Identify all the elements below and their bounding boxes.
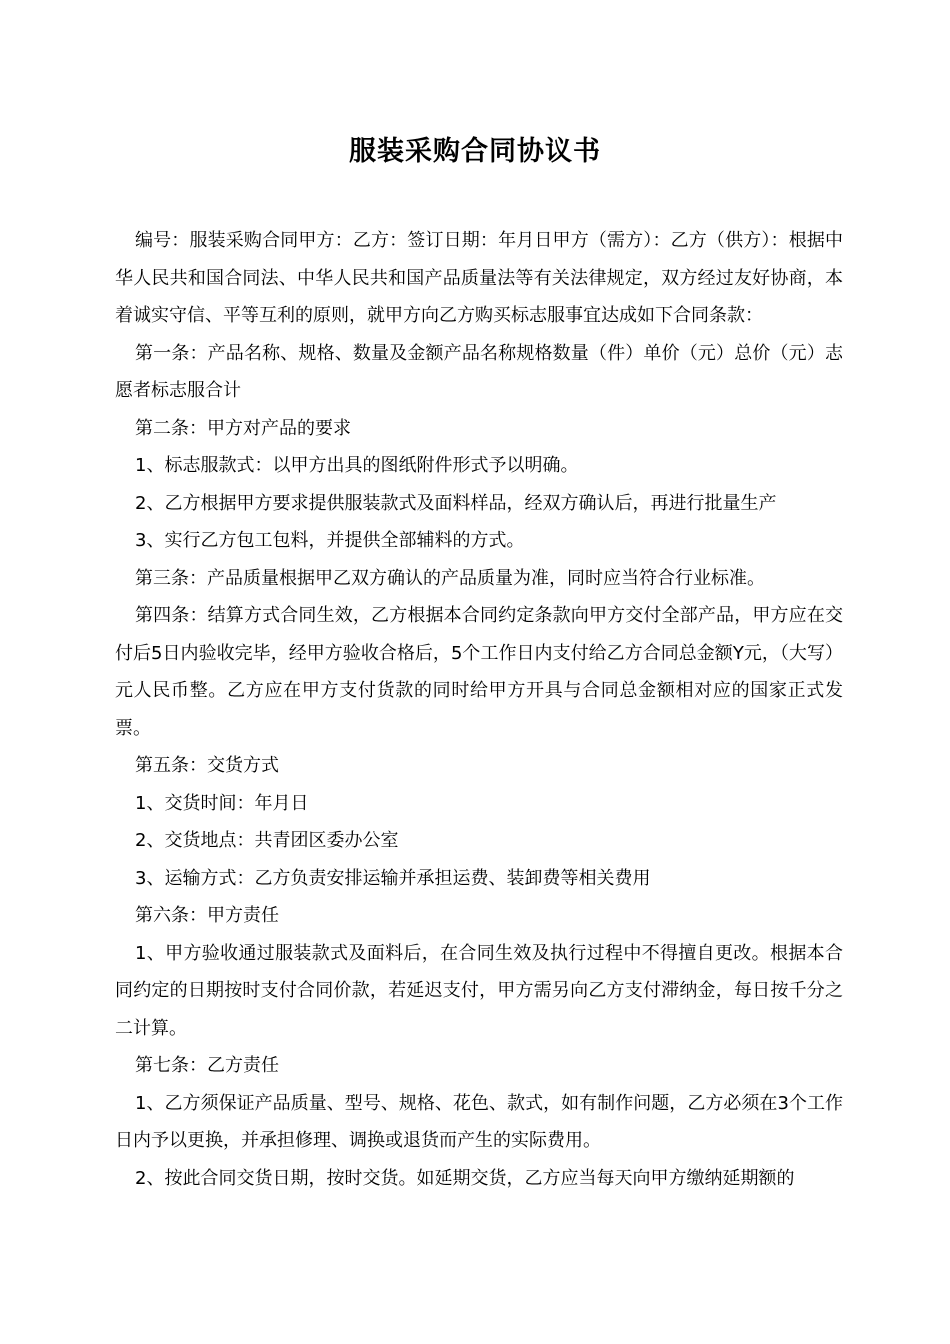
paragraph-article-4: 第四条：结算方式合同生效，乙方根据本合同约定条款向甲方交付全部产品，甲方应在交付后5日内验收完毕，经甲方验收合格后，5个工作日内支付给乙方合同总金额Y元，（大写）元人民币整。乙方应在甲方支付货款的同时给甲方开具与合同总金额相对应的国家正式发票。 xyxy=(115,605,843,739)
paragraph-article-6-item-1: 1、甲方验收通过服装款式及面料后，在合同生效及执行过程中不得擅自更改。根据本合同约定的日期按时支付合同价款，若延迟支付，甲方需另向乙方支付滞纳金，每日按千分之二计算。 xyxy=(115,942,843,1039)
paragraph-article-5-item-3: 3、运输方式：乙方负责安排运输并承担运费、装卸费等相关费用 xyxy=(135,867,651,889)
paragraph-article-7-item-1: 1、乙方须保证产品质量、型号、规格、花色、款式，如有制作问题，乙方必须在3个工作日内予以更换，并承担修理、调换或退货而产生的实际费用。 xyxy=(115,1092,843,1151)
document-title: 服装采购合同协议书 xyxy=(349,136,601,167)
paragraph-article-3: 第三条：产品质量根据甲乙双方确认的产品质量为准，同时应当符合行业标准。 xyxy=(135,567,765,589)
paragraph-article-2-item-1: 1、标志服款式：以甲方出具的图纸附件形式予以明确。 xyxy=(135,455,579,476)
paragraph-article-1: 第一条：产品名称、规格、数量及金额产品名称规格数量（件）单价（元）总价（元）志愿者标志服合计 xyxy=(115,342,843,401)
paragraph-article-5-item-2: 2、交货地点：共青团区委办公室 xyxy=(135,830,399,851)
paragraph-article-5-item-1: 1、交货时间：年月日 xyxy=(135,792,309,814)
paragraph-article-5-heading: 第五条：交货方式 xyxy=(135,755,279,776)
paragraph-article-7-item-2: 2、按此合同交货日期，按时交货。如延期交货，乙方应当每天向甲方缴纳延期额的 xyxy=(135,1167,795,1189)
paragraph-article-2-heading: 第二条：甲方对产品的要求 xyxy=(135,417,351,439)
paragraph-article-6-heading: 第六条：甲方责任 xyxy=(135,905,279,926)
paragraph-article-2-item-3: 3、实行乙方包工包料，并提供全部辅料的方式。 xyxy=(135,530,525,551)
paragraph-article-2-item-2: 2、乙方根据甲方要求提供服装款式及面料样品，经双方确认后，再进行批量生产 xyxy=(135,492,777,514)
paragraph-preamble: 编号：服装采购合同甲方：乙方：签订日期：年月日甲方（需方）：乙方（供方）：根据中华人民共和国合同法、中华人民共和国产品质量法等有关法律规定，双方经过友好协商，本着诚实守信、平等互利的原则，就甲方向乙方购买标志服事宜达成如下合同条款： xyxy=(115,230,843,326)
paragraph-article-7-heading: 第七条：乙方责任 xyxy=(135,1055,279,1076)
document-body xyxy=(115,222,843,1197)
